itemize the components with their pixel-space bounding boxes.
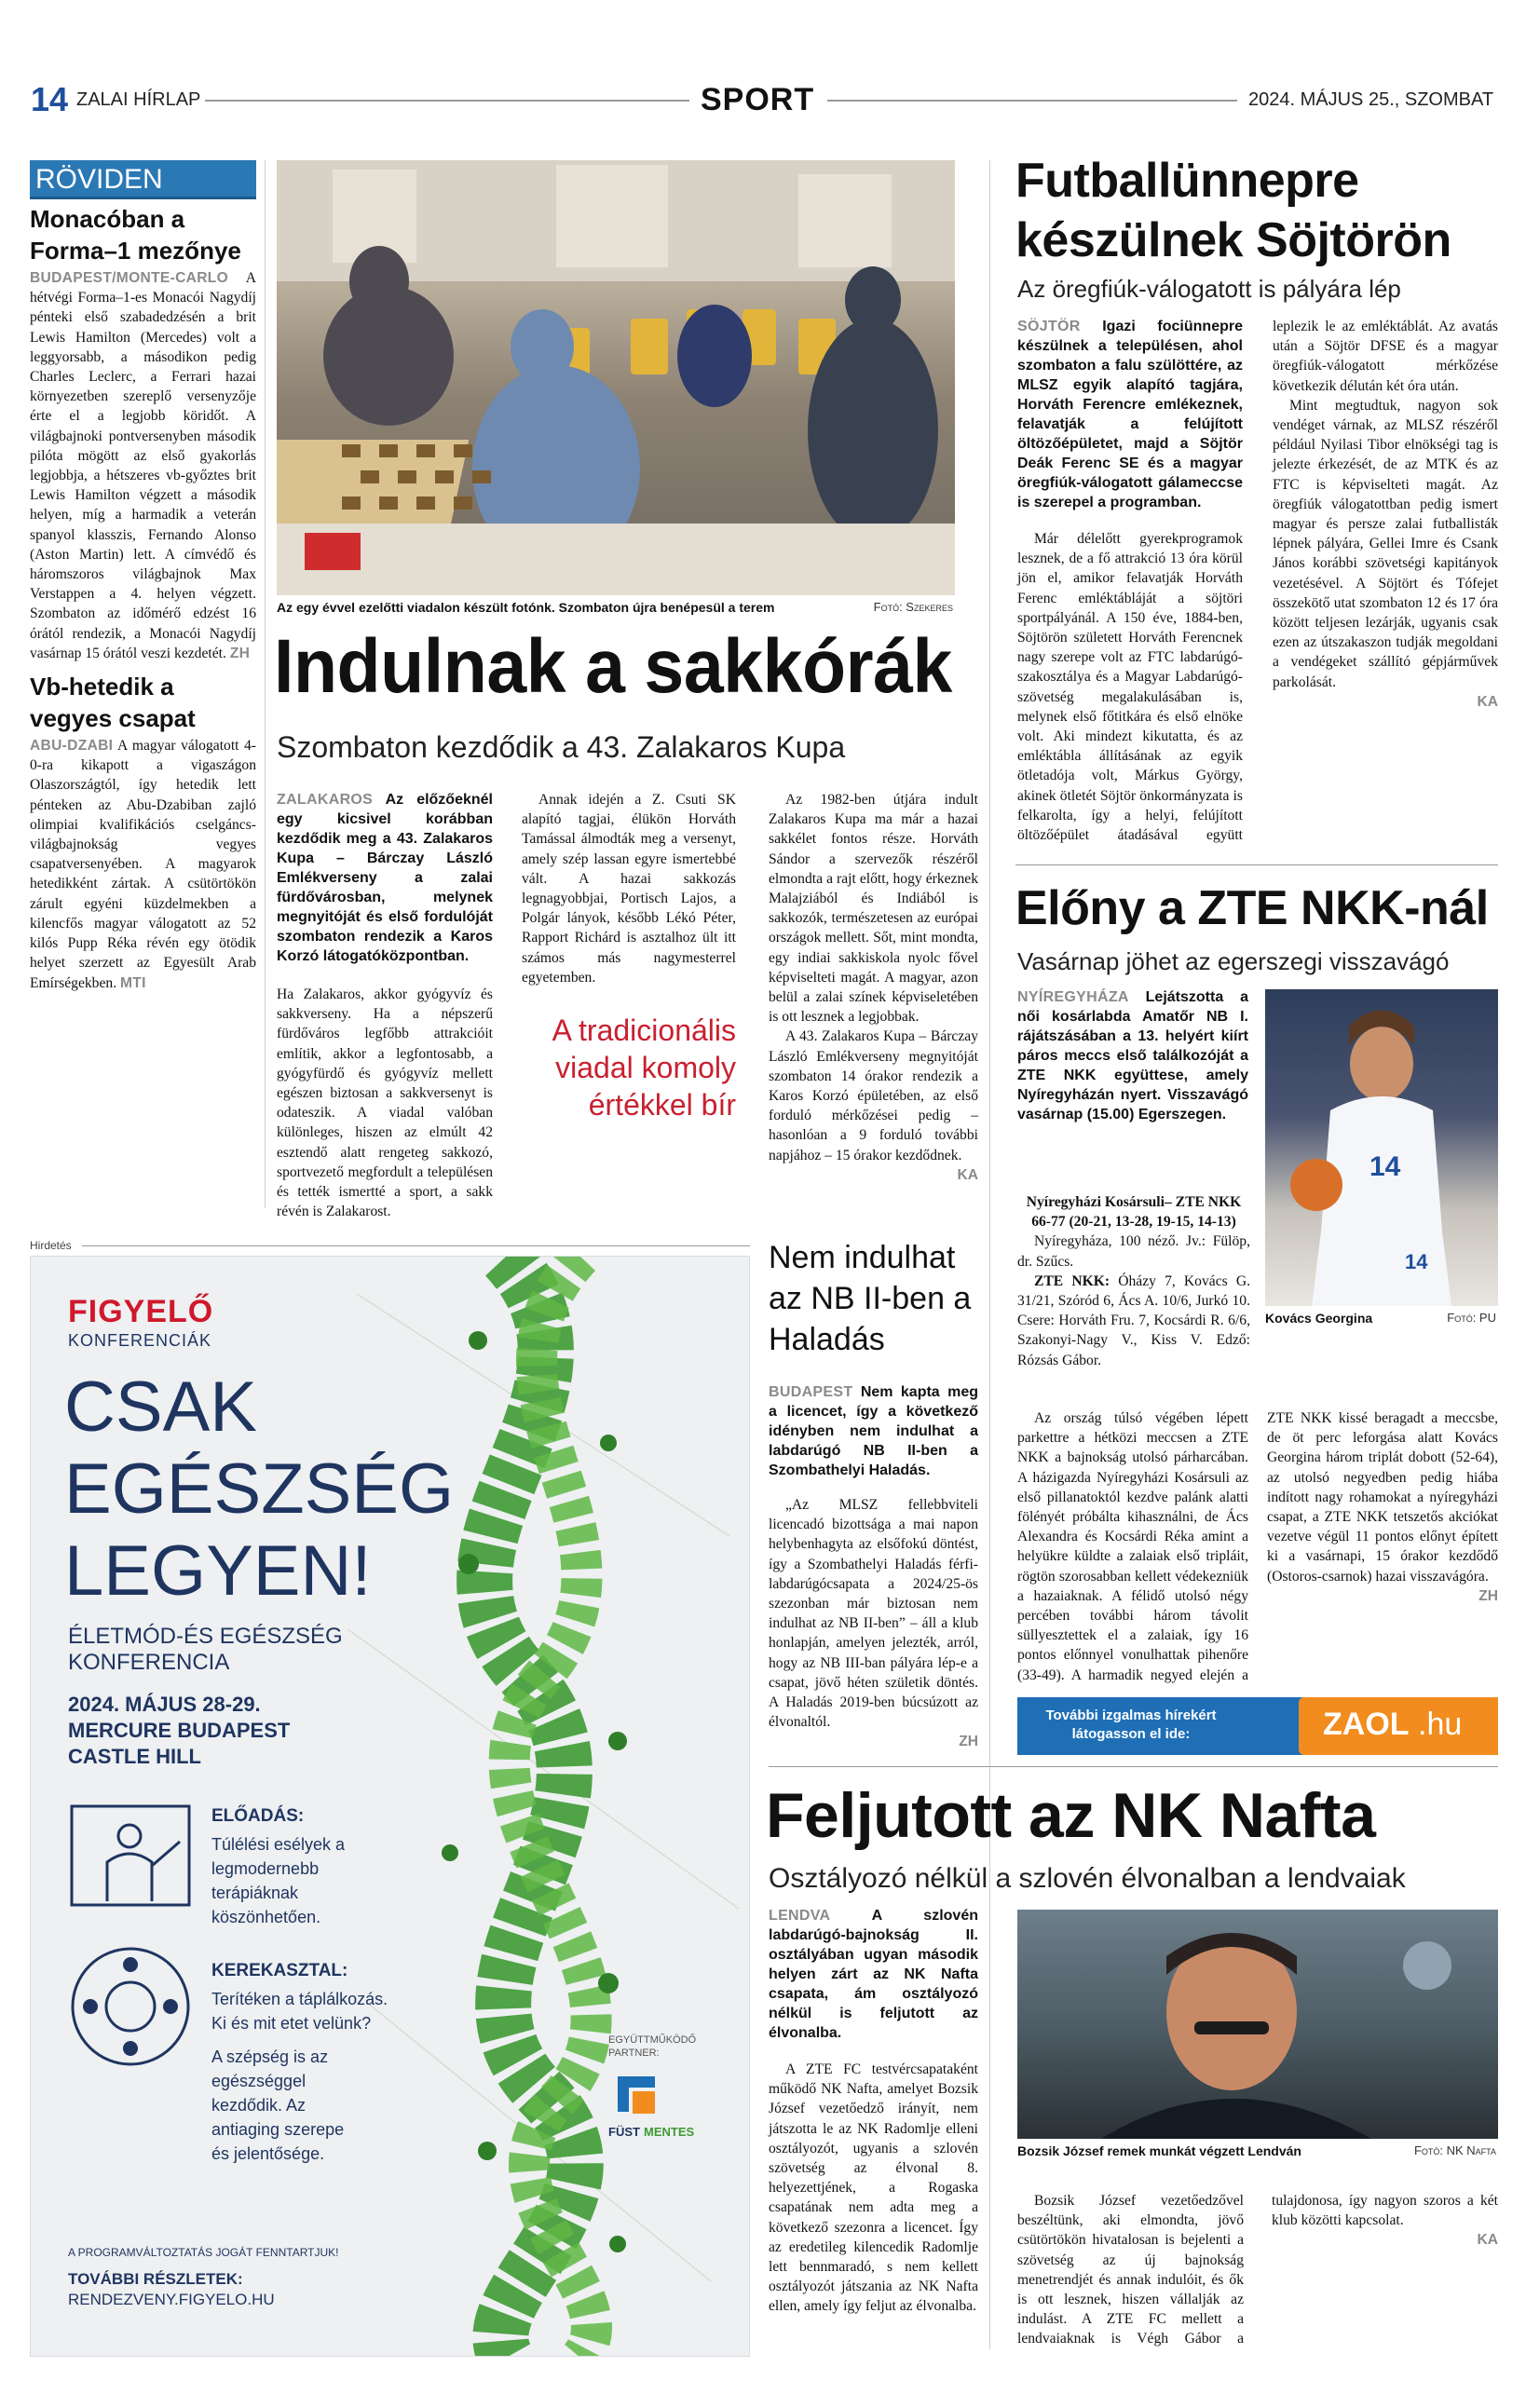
header-rule-right xyxy=(827,100,1237,102)
section-rule xyxy=(769,1766,1498,1767)
chess-signature: KA xyxy=(957,1166,978,1183)
football-p2: Mint megtudtuk, nagyon sok vendéget várnak, az MLSZ részéről például Nyilasi Tibor elnökségi tag is jelezte érkezését, de az MTK és az FTC is képviselteti magát. Az öregfiúk válogatottban pedig ismert magyar és persze zalai futballisták lépnek pályára, Gellei Imre és Csank János korábbi szövetségi kapitányok vezetésével. A Söjtört és Tófejet összekötő utat szombaton 12 és 17 óra között teljesen lezárják, ugyanis csak ezen az útszakaszon tudják megoldani a vendégeket szállító gépjárművek parkolását. xyxy=(1273,397,1498,690)
chess-photo-caption-row xyxy=(277,599,955,616)
chess-photo xyxy=(277,160,955,595)
nafta-subtitle: Osztályozó nélkül a szlovén élvonalban a lendvaiak xyxy=(769,1863,1406,1894)
ad-brand-figyelo: FIGYELŐ xyxy=(68,1294,214,1329)
roviden-item1-text xyxy=(30,268,256,663)
advertisement[interactable] xyxy=(30,1256,750,2357)
zte-subtitle: Vasárnap jöhet az egerszegi visszavágó xyxy=(1017,947,1450,975)
chess-p4: A 43. Zalakaros Kupa – Bárczay László Emlékverseny megnyitóját szombaton 14 órakor rendezik a Karos Korzó épületében, az első forduló mérkőzései pedig – hasonlóan a 9 forduló további napjához – 15 órakor kezdődnek. xyxy=(769,1028,978,1163)
page-header xyxy=(0,75,1526,121)
ad-event-type: ÉLETMÓD-ÉS EGÉSZSÉG KONFERENCIA xyxy=(68,1624,343,1675)
nafta-p2: Bozsik József vezetőedzővel beszéltünk, aki elmondta, jövő csütörtökön hivatalosan is bejelenti a szövetség az új bajnokság menetrendjét és annak indulóit, és ők is ott lesznek, hiszen vállalják az indulást. A ZTE FC mellett a lendvaiaknak is Végh Gábor a tulajdonosa, így nagyon szoros a két klub közötti kapcsolat. xyxy=(1017,2193,1498,2347)
chess-p2: Annak idején a Z. Csuti SK alapító tagjai, élükön Horváth Tamással álmodták meg a versenyt, amely szép lassan egyre ismertebbé vált. A hazai sakkozás legnagyobbjai, Portisch Lajos, a Polgár lányok, később Lékó Péter, Rapport Richárd is asztalhoz ült itt számos más nagymesterrel egyetemben. xyxy=(522,792,736,986)
svg-text:14: 14 xyxy=(1369,1151,1401,1182)
zte-lead-paragraph xyxy=(1017,987,1248,1124)
section-name: SPORT xyxy=(701,82,815,117)
ad-partner-logo xyxy=(608,2067,729,2151)
zaol-logo[interactable] xyxy=(1299,1697,1498,1755)
ad-venue-2: CASTLE HILL xyxy=(68,1745,201,1768)
partner-name-1: FÜST xyxy=(608,2125,640,2139)
football-place: SÖJTÖR xyxy=(1017,319,1081,334)
zaol-logo-main: ZAOL xyxy=(1323,1707,1410,1742)
roviden-item1-title: Monacóban a Forma–1 mezőnye xyxy=(30,205,241,265)
partner-name-2: MENTES xyxy=(644,2125,695,2139)
roviden-item2-signature: MTI xyxy=(120,974,146,991)
nafta-p1: A ZTE FC testvércsapataként működő NK Nafta, amelyet Bozsik József vezetőedző irányít, nem játszotta le az NK Radomlje elleni osztályozót, ugyanis a szlovén szövetség az élvonal 8. helyezettjének, a Rogaska csapatának nem adta meg a következő szezonra a licencet. Így az eredetileg kilencedik Radomlje lett bennmaradó, s nem kellett osztályozót játszania az NK Nafta ellen, amely így feljut az élvonalba. xyxy=(769,2061,978,2315)
paper-name: ZALAI HÍRLAP xyxy=(76,89,201,110)
chess-photo-illustration xyxy=(277,160,955,595)
football-lead: Igazi fociünnepre készülnek a településen, ahol szombaton a falu szülöttére, az MLSZ egyik alapító tagjára, Horváth Ferencre emlékeznek, felavatják a felújított öltözőépületet, majd a Söjtör Deák Ferenc SE és a magyar öregfiúk-válogatott gálameccse is szerepel a programban. xyxy=(1017,319,1243,510)
roviden-item2-place: ABU-DZABI xyxy=(30,738,114,755)
haladas-body: „Az MLSZ fellebbviteli licencadó bizottsága a mai napon helybenhagyta az elsőfokú döntést, így a Szombathelyi Haladás férfi-labdarúgócsapata a 2024/25-ös szezonban már biztosan nem indulhat az NB II-ben” – áll a klub honlapján, amelyen jelezték, arról, hogy az NB III-ban pályára lép-e a csapat, jövő héten születik döntés. A Haladás 2019-ben búcsúzott az élvonaltól. xyxy=(769,1497,978,1731)
svg-text:14: 14 xyxy=(1405,1250,1428,1273)
zaol-logo-tld: .hu xyxy=(1418,1707,1463,1742)
roviden-item1-place: BUDAPEST/MONTE-CARLO xyxy=(30,270,229,286)
nafta-col1 xyxy=(769,1906,978,2317)
football-p1: Már délelőtt gyerekprogramok lesznek, de a fő attrakció 13 óra körül jön el, amikor felavatják Horváth Ferenc emléktábláját a söjtöri sportpályánál. A 150 éve, 1884-ben, Söjtörön született Horváth Ferencnek nagy szerepe volt az FTC labdarúgó-szakosztálya és a Magyar Labdarúgó-szövetség megalakulásában is, melynek első főtitkára és első elnöke volt. Aki mindezt kikutatta, és az emléktábla állításának az egyik ötletadója volt, Márkus György, akinek ötletét Söjtör önkormányzata is felkarolta, így a helyi, felújított öltözőépület átadásával együtt leplezik le az emléktáblát. Az avatás után a Söjtör DFSE és a magyar öregfiúk-válogatott mérkőzése következik délután két óra után. xyxy=(1017,319,1498,844)
chess-col2 xyxy=(522,790,736,1123)
football-subtitle: Az öregfiúk-válogatott is pályára lép xyxy=(1017,275,1401,303)
zaol-banner[interactable] xyxy=(1017,1697,1498,1755)
ad-headline-1: CSAK xyxy=(64,1367,257,1447)
roviden-column xyxy=(30,160,256,993)
haladas-lead-paragraph xyxy=(769,1382,978,1480)
roundtable-icon xyxy=(70,1946,191,2067)
chess-p1: Ha Zalakaros, akkor gyógyvíz és sakkverseny. Ha a népszerű fürdőváros legfőbb attrakcióit említik, akkor a legfontosabb, a gyógyfürdő és gyógyvíz mellett egészen biztosan a sakkversenyt is odateszik. A viadal valóban különleges, hiszen az elmúlt 42 esztendő alatt rengeteg sakkozó, sportvezető megfordult a településen és tették ismertté a sport, a sakk révén is Zalakarost. xyxy=(277,986,493,1220)
zte-box-lineup-paragraph xyxy=(1017,1272,1250,1370)
zte-photo-credit: Fotó: PU xyxy=(1447,1311,1496,1325)
haladas-title: Nem indulhat az NB II-ben a Haladás xyxy=(769,1240,972,1357)
section-rule xyxy=(1015,864,1498,865)
ad-headline-2: EGÉSZSÉG xyxy=(64,1449,455,1529)
coach-illustration xyxy=(1017,1910,1498,2139)
haladas-place: BUDAPEST xyxy=(769,1384,853,1400)
haladas-lead: Nem kapta meg a licencet, így a következő idényben nem indulhat a labdarúgó NB II-ben a Szombathelyi Haladás. xyxy=(769,1384,978,1478)
nafta-signature: KA xyxy=(1477,2232,1498,2249)
roviden-label: RÖVIDEN xyxy=(30,160,256,199)
ad-brand-konferenciak: KONFERENCIÁK xyxy=(68,1331,212,1350)
nafta-lead: A szlovén labdarúgó-bajnokság II. osztályában ugyan második helyen zárt az NK Nafta csapata, ám osztályozó nélkül is feljutott az élvonalba. xyxy=(769,1908,978,2041)
football-text xyxy=(1017,317,1498,850)
chess-lead: Az előzőeknél egy kicsivel korábban kezdődik meg a 43. Zalakaros Kupa – Bárczay László Emlékverseny a zalai fürdővárosban, melynek megnyitóját és első fordulóját szombaton rendezik a Karos Korzó látogatóközpontban. xyxy=(277,792,493,964)
nafta-photo-credit: Fotó: NK Nafta xyxy=(1413,2143,1496,2157)
ad-label-rule xyxy=(82,1245,750,1246)
page-number: 14 xyxy=(31,80,69,118)
haladas-text xyxy=(769,1382,978,1752)
basketball-player-illustration xyxy=(1265,989,1498,1306)
roviden-item2-title: Vb-hetedik a vegyes csapat xyxy=(30,673,196,733)
zte-signature: ZH xyxy=(1478,1587,1498,1604)
zaol-banner-text: További izgalmas hírekért látogasson el ide: xyxy=(1045,1707,1217,1742)
zte-box-lineup: Óházy 7, Kovács G. 31/21, Szóród 6, Ács A. 10/6, Jurkó 10. Csere: Horváth Fru. 7, Kocsárdi R. 6/6, Szakonyi-Nagy V., Kiss V. Edző: Rózsás Gábor. xyxy=(1017,1272,1250,1368)
header-date: 2024. MÁJUS 25., SZOMBAT xyxy=(1248,89,1494,110)
zte-p1: Az ország túlsó végében lépett parkettre a hétközi meccsen a ZTE NKK a bajnokság utolsó párharcában. A házigazda Nyíregyházi Kosársuli az első pillanatoktól kezdve palánk alatti fölényét próbálta kihasználni, de Ács Alexandra és Kocsárdi Réka amint a helyükre küldte a zalaiak első tripláit, rögtön szorosabban kellett védekezniük a hazaiaknak. A félidő utolsó négy percében további három távolit süllyesztettek el a zalaiak, így 16 pontos előnnyel vonulhattak pihenőre (33-49). A harmadik negyed elején a ZTE NKK kissé beragadt a meccsbe, de öt perc leforgása alatt Kovács Georgina három triplát dobott (52-64), az utolsó negyedben pedig hiába indított nagy rohamokat a nyíregyházi csapat, a ZTE NKK tetszetős akciókat vezetve végül 11 pontos előnyt épített ki a vasárnapi, 15 órakor kezdődő (Ostoros-csarnok) hazai visszavágóra. xyxy=(1017,1410,1498,1683)
ad-rights: A PROGRAMVÁLTOZTATÁS JOGÁT FENNTARTJUK! xyxy=(68,2246,339,2259)
ad-date: 2024. MÁJUS 28-29. xyxy=(68,1693,261,1716)
chess-photo-credit: Fotó: Szekeres xyxy=(873,600,953,614)
chess-title: Indulnak a sakkórák xyxy=(274,624,952,709)
column-divider xyxy=(989,160,990,2349)
nafta-photo-caption: Bozsik József remek munkát végzett Lendván xyxy=(1017,2143,1301,2158)
nafta-col23 xyxy=(1017,2191,1498,2377)
chess-p3: Az 1982-ben útjára indult Zalakaros Kupa ma már a hazai sakkélet fontos része. Horváth Sándor a szervezők részéről elmondta a rajt előtt, hogy érkeznek Malajziából és Indiából is sakkozók, természetesen az európai országok mellett. Sőt, mint mondta, egy indiai sakkiskola nyolc fővel képviselteti magát. A magyar, azon belül a zalai színek képviseletében is ott lesznek a legjobbak. xyxy=(769,792,978,1026)
nafta-photo-caption-row xyxy=(1017,2143,1498,2159)
zte-photo-caption: Kovács Georgina xyxy=(1265,1311,1373,1326)
ad-url[interactable]: RENDEZVENY.FIGYELO.HU xyxy=(68,2291,275,2308)
zte-place: NYÍREGYHÁZA xyxy=(1017,989,1129,1005)
chess-pullquote: A tradicionális viadal komoly értékkel bír xyxy=(552,1014,736,1122)
nafta-title: Feljutott az NK Nafta xyxy=(766,1780,1376,1851)
ad-venue-1: MERCURE BUDAPEST xyxy=(68,1719,291,1742)
roviden-item1-signature: ZH xyxy=(229,645,251,661)
zte-box-venue: Nyíregyháza, 100 néző. Jv.: Fülöp, dr. Szűcs. xyxy=(1017,1233,1250,1270)
chess-subtitle: Szombaton kezdődik a 43. Zalakaros Kupa xyxy=(277,730,846,764)
zte-body-text xyxy=(1017,1408,1498,1688)
chess-place: ZALAKAROS xyxy=(277,792,374,808)
zte-lead-block xyxy=(1017,987,1248,1124)
zte-photo-caption-row xyxy=(1265,1310,1498,1326)
ad-round-title: KEREKASZTAL: xyxy=(211,1961,348,1980)
haladas-signature: ZH xyxy=(959,1734,978,1750)
zte-box-title: Nyíregyházi Kosársuli– ZTE NKK 66-77 (20-21, 13-28, 19-15, 14-13) xyxy=(1026,1194,1242,1231)
chess-photo-caption: Az egy évvel ezelőtti viadalon készült fotónk. Szombaton újra benépesül a terem xyxy=(277,600,775,615)
zte-box xyxy=(1017,1192,1250,1370)
nafta-lead-paragraph xyxy=(769,1906,978,2043)
zte-photo xyxy=(1265,989,1498,1306)
chess-col1 xyxy=(277,790,493,1221)
ad-label: Hirdetés xyxy=(30,1239,72,1252)
lecture-icon xyxy=(70,1804,191,1907)
roviden-item1-body: A hétvégi Forma–1-es Monacói Nagydíj pénteki első szabadedzésén a brit Lewis Hamilton (Mercedes) volt a leggyorsabb, a másodikon pedig Charles Leclerc, a Ferrari hazai környezetben szereplő versenyzője érte el a legjobb köridőt. A világbajnoki pontversenyben második pilóta mögött az első gyakorlás legjobbja, a hétszeres vb-győztes brit Lewis Hamilton végzett a második helyen, míg a harmadik a veterán spanyol klasszis, Fernando Alonso (Aston Martin) lett. A címvédő és háromszoros világbajnok Max Verstappen a 4. helyen végzett. Szombaton az időmérő edzést 16 órától rendezik, a Monacói Nagydíj vasárnap 15 órától veszi kezdetét. xyxy=(30,270,256,661)
zte-lead: Lejátszotta a női kosárlabda Amatőr NB I. rájátszásában a 13. helyért kiírt páros meccs első találkozóját a ZTE NKK együttese, amely Nyíregyházán nyert. Visszavágó vasárnap (15.00) Egerszegen. xyxy=(1017,989,1248,1122)
zte-box-lineup-label: ZTE NKK: xyxy=(1034,1272,1110,1289)
ad-extra-text: A szépség is az egészséggel kezdődik. Az antiaging szerepe és jelentősége. xyxy=(211,2047,345,2163)
header-rule-left xyxy=(205,100,689,102)
ad-round-text: Terítéken a táplálkozás. Ki és mit etet velünk? xyxy=(211,1990,388,2033)
football-lead-paragraph xyxy=(1017,317,1243,512)
ad-more-label: TOVÁBBI RÉSZLETEK: xyxy=(68,2270,243,2288)
nafta-place: LENDVA xyxy=(769,1908,831,1924)
zte-title: Előny a ZTE NKK-nál xyxy=(1015,881,1489,935)
ad-headline-3: LEGYEN! xyxy=(64,1531,372,1611)
roviden-item2-body: A magyar válogatott 4-0-ra kikapott a vigaszágon Olaszországtól, így hetedik lett pénteken az Abu-Dzabiban zajló olimpiai kvalifikációs cselgáncs-világbajnokság vegyes csapatversenyében. A magyarok hetedikként zártak. A csütörtökön zárult egyéni küzdelmekben a kilencfős magyar válogatott az 52 kilós Pupp Réka révén egy ötödik helyet szerzett az Egyesült Arab Emírségekben. xyxy=(30,738,256,991)
partner-logo-icon xyxy=(608,2067,664,2123)
ad-lecture-title: ELŐADÁS: xyxy=(211,1806,305,1826)
chess-col3 xyxy=(769,790,978,1185)
dna-helix-illustration xyxy=(338,1257,750,2357)
chess-lead-paragraph xyxy=(277,790,493,966)
football-signature: KA xyxy=(1477,693,1498,710)
nafta-photo xyxy=(1017,1910,1498,2139)
ad-partner-label: EGYÜTTMŰKÖDŐ PARTNER: xyxy=(608,2034,697,2059)
roviden-item2-text xyxy=(30,736,256,993)
ad-lecture-text: Túlélési esélyek a legmodernebb terápiáknak köszönhetően. xyxy=(211,1835,346,1926)
column-divider xyxy=(265,160,266,1208)
football-title: Futballünnepre készülnek Söjtörön xyxy=(1015,154,1451,267)
